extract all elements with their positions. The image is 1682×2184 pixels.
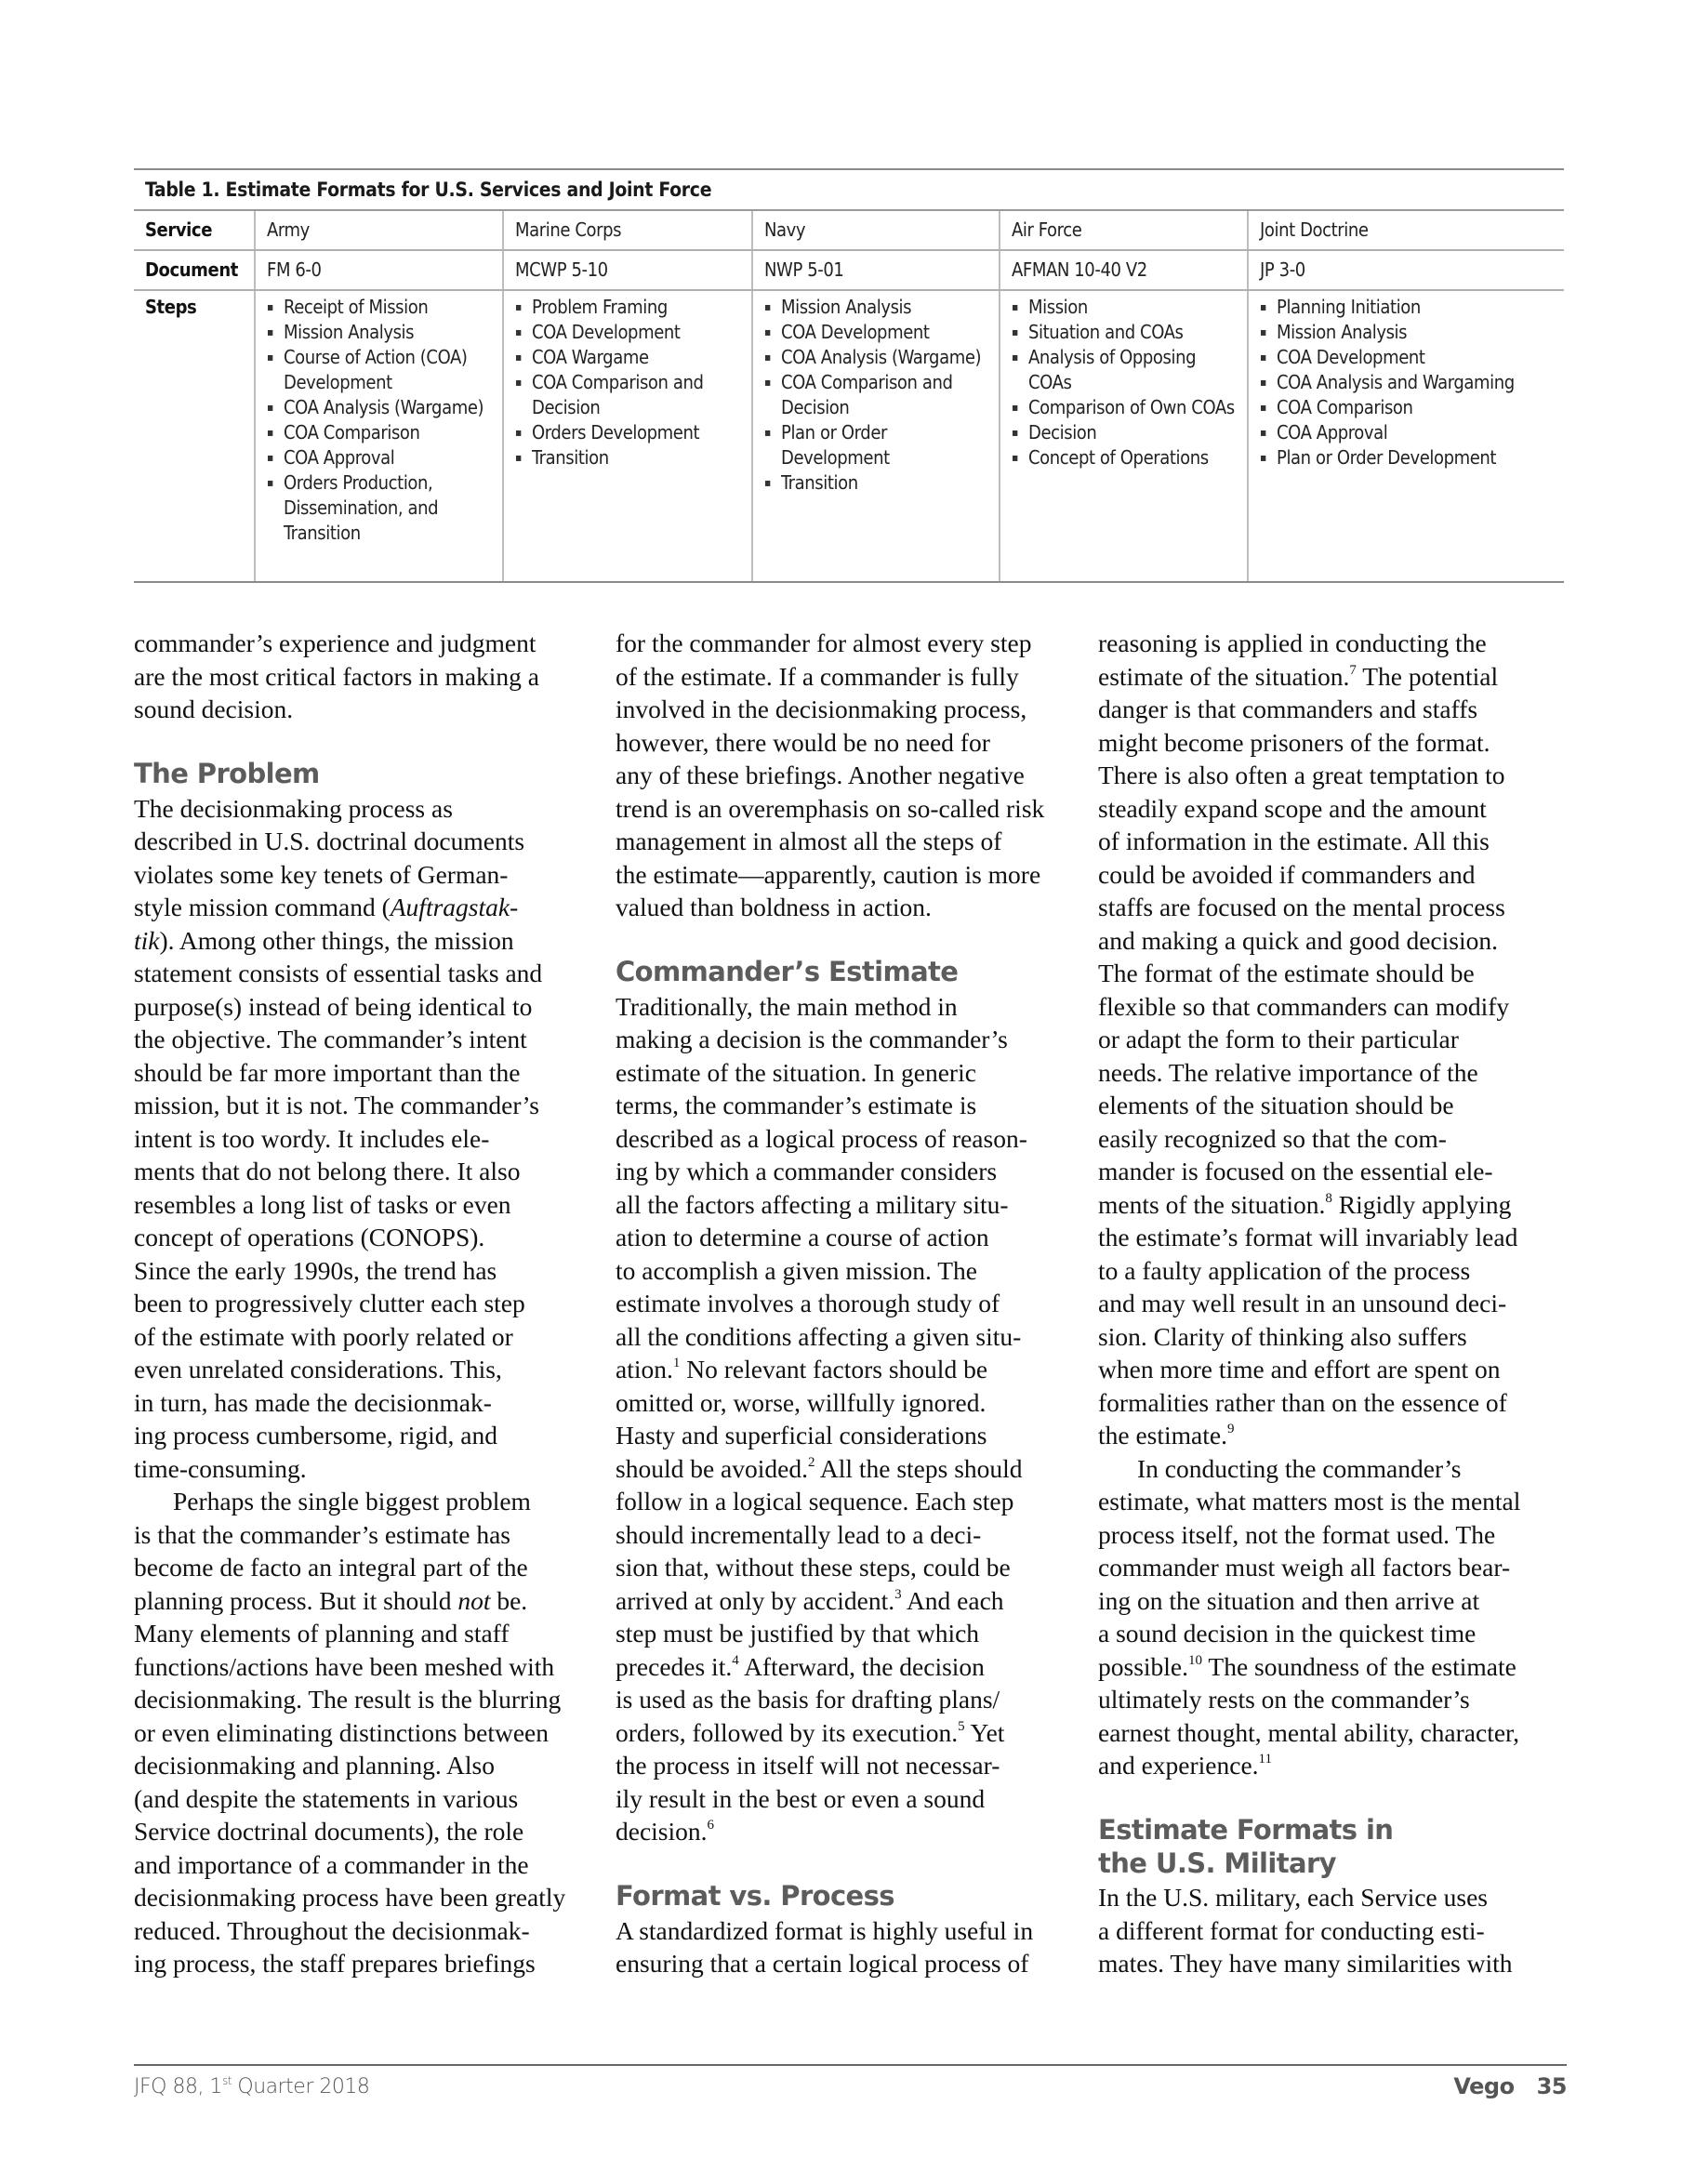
- list-item: ▪ Orders Development: [515, 420, 740, 445]
- text-line: the objective. The commander’s intent: [134, 1025, 527, 1053]
- text-line: become de facto an integral part of the: [134, 1553, 528, 1582]
- text-line: ily result in the best or even a sound: [616, 1784, 986, 1813]
- text-line: mates. They have many similarities with: [1098, 1949, 1513, 1978]
- text-line: of the estimate with poorly related or: [134, 1322, 513, 1351]
- text-line: ation to determine a course of action: [616, 1223, 989, 1251]
- list-item: ▪ Planning Initiation: [1260, 295, 1553, 320]
- table-row-steps: [134, 291, 1564, 583]
- heading-format-vs-process: Format vs. Process: [616, 1880, 894, 1912]
- text-line: is used as the basis for drafting plans/: [616, 1685, 1000, 1714]
- text-line: earnest thought, mental ability, character,: [1098, 1718, 1519, 1747]
- cell-document-navy: NWP 5-01: [751, 251, 999, 289]
- cell-document-airforce: AFMAN 10-40 V2: [999, 251, 1247, 289]
- text-line: resembles a long list of tasks or even: [134, 1190, 511, 1219]
- text-line: ensuring that a certain logical process of: [616, 1949, 1029, 1978]
- text-line: easily recognized so that the com-: [1098, 1124, 1447, 1153]
- text-line: staffs are focused on the mental process: [1098, 893, 1505, 921]
- text-line: functions/actions have been meshed with: [134, 1652, 555, 1681]
- list-item: ▪ COA Comparison and Decision: [764, 370, 987, 420]
- text-line: concept of operations (CONOPS).: [134, 1223, 485, 1251]
- list-item: ▪ COA Development: [515, 320, 740, 345]
- table-row-document: [134, 251, 1564, 291]
- text-line: reasoning is applied in conducting the: [1098, 629, 1487, 657]
- text-line: reduced. Throughout the decisionmak-: [134, 1916, 530, 1945]
- text-line: should be far more important than the: [134, 1058, 521, 1087]
- text-line: the process in itself will not necessar-: [616, 1751, 1000, 1780]
- heading-estimate-formats-line1: Estimate Formats in: [1098, 1814, 1394, 1846]
- text-line: in turn, has made the decisionmak-: [134, 1388, 492, 1417]
- text-line: mission, but it is not. The commander’s: [134, 1091, 539, 1119]
- list-item: ▪ COA Analysis (Wargame): [764, 345, 987, 370]
- footnote-ref[interactable]: 8: [1325, 1191, 1332, 1206]
- text-line: estimate involves a thorough study of: [616, 1289, 1000, 1317]
- table-title: Table 1. Estimate Formats for U.S. Services and Joint Force: [134, 168, 1564, 211]
- text-line: intent is too wordy. It includes ele-: [134, 1124, 490, 1153]
- text-line: decisionmaking. The result is the blurring: [134, 1685, 562, 1714]
- text-line: and making a quick and good decision.: [1098, 926, 1498, 955]
- cell-service-marine: Marine Corps: [502, 211, 751, 249]
- text-line: trend is an overemphasis on so-called risk: [616, 794, 1045, 823]
- text-line: The format of the estimate should be: [1098, 959, 1475, 987]
- row-label-steps: Steps: [145, 296, 197, 318]
- footnote-ref[interactable]: 4: [732, 1653, 739, 1668]
- text-line: when more time and effort are spent on: [1098, 1355, 1501, 1383]
- list-item: ▪ COA Comparison: [267, 420, 491, 445]
- steps-list-navy: [764, 295, 987, 496]
- text-line: elements of the situation should be: [1098, 1091, 1454, 1119]
- list-item: ▪ Plan or Order Development: [764, 420, 987, 470]
- text-line: however, there would be no need for: [616, 728, 990, 757]
- list-item: ▪ COA Analysis (Wargame): [267, 395, 491, 420]
- text-line: sion. Clarity of thinking also suffers: [1098, 1322, 1467, 1351]
- text-line: estimate of the situation. In generic: [616, 1058, 976, 1087]
- text-line: ultimately rests on the commander’s: [1098, 1685, 1470, 1714]
- text-line: violates some key tenets of German-: [134, 860, 509, 889]
- journal-issue: JFQ 88, 1st Quarter 2018: [134, 2074, 370, 2098]
- text-line: commander must weigh all factors bear-: [1098, 1553, 1511, 1582]
- cell-service-joint: Joint Doctrine: [1247, 211, 1564, 249]
- text-line: management in almost all the steps of: [616, 827, 1002, 855]
- text-line: for the commander for almost every step: [616, 629, 1032, 657]
- list-item: ▪ Decision: [1012, 420, 1236, 445]
- text-line: sion that, without these steps, could be: [616, 1553, 1011, 1582]
- text-line: and importance of a commander in the: [134, 1850, 529, 1879]
- text-line: ments of the situation.$^8$ Rigidly applying: [1098, 1190, 1512, 1219]
- text-line: purpose(s) instead of being identical to: [134, 992, 533, 1021]
- text-line: might become prisoners of the format.: [1098, 728, 1490, 757]
- text-line: Many elements of planning and staff: [134, 1619, 510, 1648]
- cell-service-army: Army: [254, 211, 502, 249]
- list-item: ▪ Mission Analysis: [1260, 320, 1553, 345]
- text-line: the estimate.$^9$: [1098, 1421, 1235, 1449]
- text-line: is that the commander’s estimate has: [134, 1520, 511, 1549]
- text-line: commander’s experience and judgment: [134, 629, 536, 657]
- text-line: decision.$^6$: [616, 1817, 715, 1846]
- text-line: the estimate—apparently, caution is more: [616, 860, 1041, 889]
- text-line: tik). Among other things, the mission: [134, 926, 514, 955]
- text-line: been to progressively clutter each step: [134, 1289, 525, 1317]
- list-item: ▪ COA Development: [764, 320, 987, 345]
- list-item: ▪ COA Approval: [267, 445, 491, 470]
- text-line: or adapt the form to their particular: [1098, 1025, 1459, 1053]
- cell-document-army: FM 6-0: [254, 251, 502, 289]
- text-line: described as a logical process of reason-: [616, 1124, 1027, 1153]
- text-line: Since the early 1990s, the trend has: [134, 1256, 497, 1285]
- text-line: all the factors affecting a military situ-: [616, 1190, 1009, 1219]
- footnote-ref[interactable]: 10: [1188, 1653, 1203, 1668]
- text-line: arrived at only by accident.$^3$ And each: [616, 1586, 1004, 1615]
- text-line: orders, followed by its execution.$^5$ Yet: [616, 1718, 1005, 1747]
- text-line: follow in a logical sequence. Each step: [616, 1487, 1014, 1516]
- text-line: formalities rather than on the essence of: [1098, 1388, 1507, 1417]
- list-item: ▪ COA Wargame: [515, 345, 740, 370]
- text-line: time-consuming.: [134, 1454, 307, 1483]
- list-item: ▪ Receipt of Mission: [267, 295, 491, 320]
- text-line: of information in the estimate. All this: [1098, 827, 1490, 855]
- list-item: ▪ Plan or Order Development: [1260, 445, 1553, 470]
- text-line: Hasty and superficial considerations: [616, 1421, 987, 1449]
- table-row-service: [134, 211, 1564, 251]
- author-name: Vego: [1453, 2073, 1515, 2099]
- text-line: of the estimate. If a commander is fully: [616, 662, 1019, 691]
- text-line: a different format for conducting esti-: [1098, 1916, 1485, 1945]
- footer-divider: [134, 2064, 1567, 2066]
- list-item: ▪ Mission Analysis: [764, 295, 987, 320]
- list-item: ▪ Mission Analysis: [267, 320, 491, 345]
- text-line: should be avoided.$^2$ All the steps should: [616, 1454, 1023, 1483]
- cell-steps-army: [254, 291, 502, 581]
- text-line: steadily expand scope and the amount: [1098, 794, 1487, 823]
- cell-document-joint: JP 3-0: [1247, 251, 1564, 289]
- text-line: described in U.S. doctrinal documents: [134, 827, 525, 855]
- list-item: ▪ COA Comparison and Decision: [515, 370, 740, 420]
- page-number: 35: [1536, 2073, 1567, 2099]
- text-line: A standardized format is highly useful in: [616, 1916, 1034, 1945]
- text-line: or even eliminating distinctions between: [134, 1718, 550, 1747]
- text-line: the estimate’s format will invariably lead: [1098, 1223, 1518, 1251]
- text-line: ing process, the staff prepares briefings: [134, 1949, 536, 1978]
- text-line: estimate, what matters most is the mental: [1098, 1487, 1521, 1516]
- text-line: all the conditions affecting a given situ-: [616, 1322, 1022, 1351]
- list-item: ▪ COA Approval: [1260, 420, 1553, 445]
- text-line: danger is that commanders and staffs: [1098, 695, 1478, 723]
- cell-steps-airforce: [999, 291, 1247, 581]
- text-line: terms, the commander’s estimate is: [616, 1091, 977, 1119]
- text-line: any of these briefings. Another negative: [616, 761, 1025, 789]
- list-item: ▪ COA Analysis and Wargaming: [1260, 370, 1553, 395]
- list-item: ▪ Analysis of Opposing COAs: [1012, 345, 1236, 395]
- text-line: valued than boldness in action.: [616, 893, 932, 921]
- text-line: ing on the situation and then arrive at: [1098, 1586, 1480, 1615]
- list-item: ▪ Transition: [764, 470, 987, 496]
- text-line: Perhaps the single biggest problem: [173, 1487, 531, 1516]
- text-line: (and despite the statements in various: [134, 1784, 519, 1813]
- list-item: ▪ Orders Production, Dissemination, and Transition: [267, 470, 491, 546]
- steps-list-joint: [1260, 295, 1553, 470]
- steps-list-army: [267, 295, 491, 546]
- list-item: ▪ Comparison of Own COAs: [1012, 395, 1236, 420]
- cell-service-airforce: Air Force: [999, 211, 1247, 249]
- text-line: even unrelated considerations. This,: [134, 1355, 502, 1383]
- text-line: planning process. But it should not be.: [134, 1586, 528, 1615]
- estimate-formats-table: [134, 168, 1564, 583]
- footnote-ref[interactable]: 1: [672, 1356, 681, 1370]
- cell-steps-marine: [502, 291, 751, 581]
- text-line: statement consists of essential tasks and: [134, 959, 543, 987]
- text-line: Traditionally, the main method in: [616, 992, 958, 1021]
- text-line: decisionmaking and planning. Also: [134, 1751, 496, 1780]
- list-item: ▪ COA Comparison: [1260, 395, 1553, 420]
- text-line: mander is focused on the essential ele-: [1098, 1157, 1493, 1185]
- list-item: ▪ Concept of Operations: [1012, 445, 1236, 470]
- text-line: In the U.S. military, each Service uses: [1098, 1883, 1488, 1912]
- text-line: omitted or, worse, willfully ignored.: [616, 1388, 987, 1417]
- text-line: There is also often a great temptation to: [1098, 761, 1505, 789]
- text-line: The decisionmaking process as: [134, 794, 453, 823]
- text-line: ments that do not belong there. It also: [134, 1157, 521, 1185]
- steps-list-marine: [515, 295, 740, 470]
- footnote-ref[interactable]: 11: [1258, 1752, 1272, 1767]
- text-line: could be avoided if commanders and: [1098, 860, 1476, 889]
- list-item: ▪ Problem Framing: [515, 295, 740, 320]
- cell-service-navy: Navy: [751, 211, 999, 249]
- text-line: precedes it.$^4$ Afterward, the decision: [616, 1652, 985, 1681]
- footnote-ref[interactable]: 3: [894, 1587, 902, 1602]
- steps-list-airforce: [1012, 295, 1236, 470]
- footnote-ref[interactable]: 2: [807, 1455, 815, 1470]
- text-line: decisionmaking process have been greatly: [134, 1883, 566, 1912]
- heading-commanders-estimate: Commander’s Estimate: [616, 956, 959, 987]
- text-line: estimate of the situation.$^7$ The potential: [1098, 662, 1499, 691]
- text-line: flexible so that commanders can modify: [1098, 992, 1510, 1021]
- text-line: possible.$^{10}$ The soundness of the estimate: [1098, 1652, 1516, 1681]
- text-line: ing process cumbersome, rigid, and: [134, 1421, 498, 1449]
- text-line: ing by which a commander considers: [616, 1157, 998, 1185]
- text-line: ation.$^1$ No relevant factors should be: [616, 1355, 988, 1383]
- footnote-ref[interactable]: 9: [1226, 1422, 1235, 1436]
- list-item: ▪ Course of Action (COA) Development: [267, 345, 491, 395]
- row-label-service: Service: [145, 218, 213, 241]
- text-line: style mission command (Auftragstak-: [134, 893, 519, 921]
- footnote-ref[interactable]: 6: [707, 1818, 715, 1833]
- text-line: In conducting the commander’s: [1137, 1454, 1462, 1483]
- footnote-ref[interactable]: 5: [958, 1719, 965, 1734]
- text-line: should incrementally lead to a deci-: [616, 1520, 982, 1549]
- cell-steps-joint: [1247, 291, 1564, 581]
- footnote-ref[interactable]: 7: [1349, 663, 1357, 678]
- text-line: and may well result in an unsound deci-: [1098, 1289, 1507, 1317]
- text-line: step must be justified by that which: [616, 1619, 980, 1648]
- text-line: to accomplish a given mission. The: [616, 1256, 978, 1285]
- heading-the-problem: The Problem: [134, 758, 320, 789]
- text-line: process itself, not the format used. The: [1098, 1520, 1496, 1549]
- list-item: ▪ Mission: [1012, 295, 1236, 320]
- text-line: are the most critical factors in making a: [134, 662, 540, 691]
- text-line: making a decision is the commander’s: [616, 1025, 1008, 1053]
- text-line: involved in the decisionmaking process,: [616, 695, 1027, 723]
- list-item: ▪ COA Development: [1260, 345, 1553, 370]
- text-line: a sound decision in the quickest time: [1098, 1619, 1477, 1648]
- author-page: [1453, 2073, 1567, 2099]
- text-line: sound decision.: [134, 695, 294, 723]
- auftragstaktik-term: Auftragstak-: [390, 893, 519, 921]
- cell-document-marine: MCWP 5-10: [502, 251, 751, 289]
- text-line: and experience.$^{11}$: [1098, 1751, 1272, 1780]
- text-line: Service doctrinal documents), the role: [134, 1817, 524, 1846]
- cell-steps-navy: [751, 291, 999, 581]
- list-item: ▪ Situation and COAs: [1012, 320, 1236, 345]
- list-item: ▪ Transition: [515, 445, 740, 470]
- row-label-document: Document: [145, 258, 238, 281]
- text-line: needs. The relative importance of the: [1098, 1058, 1478, 1087]
- heading-estimate-formats-line2: the U.S. Military: [1098, 1847, 1336, 1879]
- text-line: to a faulty application of the process: [1098, 1256, 1471, 1285]
